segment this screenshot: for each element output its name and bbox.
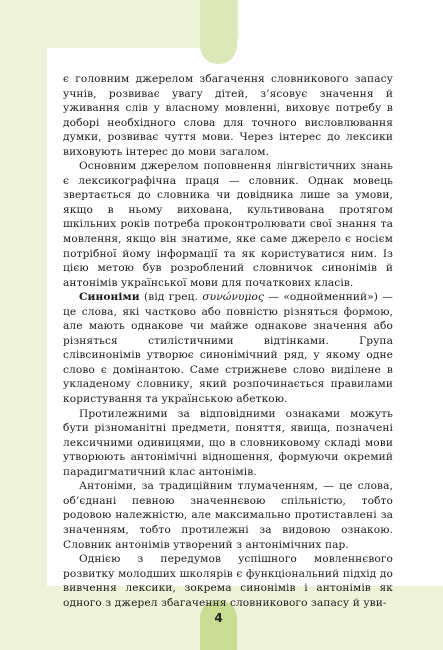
paragraph: Основним джерелом поповнення лінгвістичних знань є лексикографічна праця — словник. Однак мовець звертається до словника чи довідника лише за умови, якщо в ньому вихована, культивована протягом шкільних років потреба проконтролювати свої знання та мовлення, якщо він знатиме, яке саме джерело є носієм потрібної йому інформації та як користуватися ним. Із цією метою був розроблений словничок синонімів й антонімів української мови для початкових класів. (63, 160, 393, 289)
paragraph: Однією з передумов успішного мовленнєвого розвитку молодших школярів є функціональний підхід до вивчення лексики, зокрема синонімів і антонімів як одного з джерел збагачення словникового запасу й уви- (63, 553, 393, 609)
greek-word: συνώνυμος (202, 291, 265, 304)
paragraph-text: — «однойменний») — це слова, які частково або повністю різняться формою, але мають однакове чи майже однакове значення або різняться стилістичними відтінками. Група слівсинонімів утворює синонімічний ряд, у якому одне слово є домінантою. Саме стрижневе слово виділене в укладеному словнику, який розпочинається правилами користування та українською абеткою. (63, 291, 393, 406)
paragraph-synonyms (63, 290, 393, 406)
paragraph: Протилежними за відповідними ознаками можуть бути різноманітні предмети, поняття, явища, позначені лексичними одиницями, що в словниковому складі мови утворюють антонімічні відношення, формуючи окремий парадигматичний клас антонімів. (63, 407, 393, 478)
top-tab-decoration (200, 0, 237, 64)
term-synonyms: Синоніми (79, 291, 140, 304)
body-text (63, 72, 393, 610)
etymology-prefix: (від грец. (139, 291, 203, 304)
page-number: 4 (214, 611, 223, 625)
paragraph: є головним джерелом збагачення словникового запасу учнів, розвиває увагу дітей, з’ясовує значення й уживання слів у власному мовленні, виховує потребу в доборі необхідного слова для точного висловлювання думки, розвиває чуття мови. Через інтерес до лексики виховують інтерес до мови загалом. (63, 73, 393, 158)
left-margin-band (0, 0, 47, 650)
paragraph: Антоніми, за традиційним тлумаченням, — це слова, об’єднані певною значеннєвою спільністю, тобто родовою належністю, але максимально протиставлені за значенням, тобто протилежні за видовою ознакою. Словник антонімів утворений з антонімічних пар. (63, 480, 393, 551)
